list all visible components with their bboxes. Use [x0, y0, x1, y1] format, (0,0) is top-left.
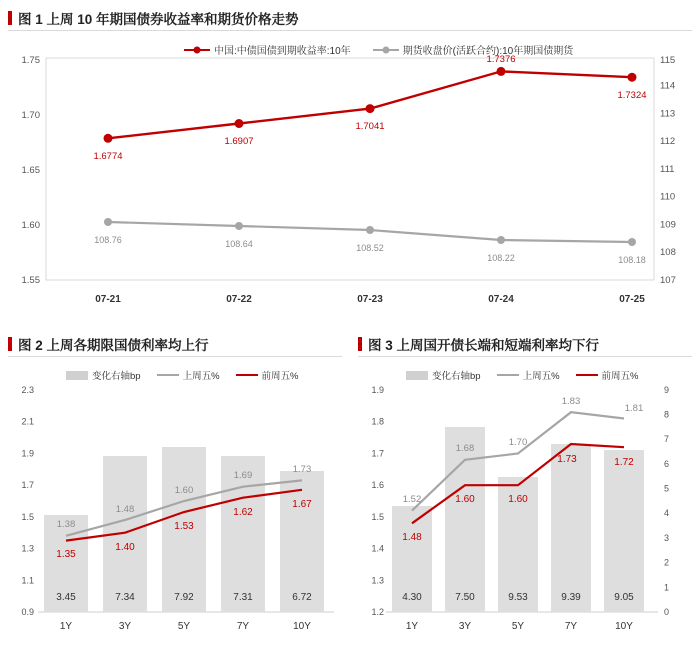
legend-label: 上周五% — [522, 371, 560, 382]
legend-line-gray — [157, 374, 179, 376]
svg-text:1.6907: 1.6907 — [224, 136, 254, 147]
svg-text:1.60: 1.60 — [174, 485, 194, 496]
svg-text:3.45: 3.45 — [56, 592, 76, 603]
svg-text:1.73: 1.73 — [557, 454, 577, 465]
legend-item-prior-week — [236, 368, 299, 382]
svg-text:7.50: 7.50 — [455, 592, 475, 603]
svg-text:9: 9 — [664, 385, 670, 395]
change-bp-labels — [56, 592, 312, 603]
x-axis-labels — [60, 621, 311, 632]
left-tick-label: 1.55 — [21, 275, 40, 286]
svg-text:5Y: 5Y — [177, 621, 191, 632]
svg-text:1.72: 1.72 — [614, 457, 634, 468]
figure-1-title — [8, 8, 299, 28]
svg-text:1.35: 1.35 — [56, 549, 76, 560]
figure-2-title-divider — [8, 356, 342, 357]
legend-item-futures-price — [373, 42, 574, 57]
svg-text:1.38: 1.38 — [56, 519, 76, 530]
svg-text:1.48: 1.48 — [115, 504, 135, 515]
svg-text:1.7041: 1.7041 — [355, 121, 385, 132]
svg-text:1.6774: 1.6774 — [93, 151, 123, 162]
svg-text:4.30: 4.30 — [402, 592, 422, 603]
right-axis-ticks — [660, 55, 676, 286]
right-tick-label: 111 — [660, 164, 675, 175]
svg-text:1.3: 1.3 — [21, 543, 34, 554]
svg-text:1.62: 1.62 — [233, 507, 253, 518]
svg-text:1.9: 1.9 — [371, 385, 384, 395]
svg-text:1.6: 1.6 — [371, 480, 384, 491]
svg-text:07-22: 07-22 — [226, 294, 252, 305]
svg-text:9.53: 9.53 — [508, 592, 528, 603]
change-bp-bars — [392, 427, 644, 612]
svg-text:1.7: 1.7 — [371, 448, 384, 459]
legend-label: 变化右轴bp — [432, 371, 481, 382]
legend-item-bond-yield — [184, 42, 351, 57]
left-axis-ticks — [21, 385, 34, 617]
figure-3-title-text: 图 3 上周国开债长端和短端利率均下行 — [368, 338, 600, 353]
svg-text:07-23: 07-23 — [357, 294, 383, 305]
svg-text:1.53: 1.53 — [174, 521, 194, 532]
right-tick-label: 107 — [660, 275, 676, 286]
legend-swatch-gray — [406, 371, 428, 380]
svg-text:108.52: 108.52 — [356, 243, 384, 253]
svg-text:7Y: 7Y — [564, 621, 578, 632]
legend-swatch-gray — [66, 371, 88, 380]
svg-text:0: 0 — [664, 607, 670, 617]
svg-text:1: 1 — [664, 582, 670, 593]
left-tick-label: 1.75 — [21, 55, 40, 66]
figure-1 — [8, 8, 692, 318]
legend-label: 前周五% — [601, 371, 639, 382]
svg-text:1.48: 1.48 — [402, 532, 422, 543]
svg-text:07-21: 07-21 — [95, 294, 121, 305]
svg-text:7.31: 7.31 — [233, 592, 253, 603]
svg-text:07-24: 07-24 — [488, 294, 514, 305]
figure-3-title — [358, 334, 599, 354]
left-axis-ticks — [371, 385, 384, 617]
svg-text:10Y: 10Y — [615, 621, 633, 632]
svg-text:1.8: 1.8 — [371, 416, 384, 427]
legend-item-last-week — [497, 368, 560, 382]
figure-3-plot — [358, 362, 692, 648]
svg-text:1.69: 1.69 — [233, 470, 253, 481]
svg-text:7: 7 — [664, 434, 670, 445]
x-axis-labels — [406, 621, 633, 632]
figure-1-legend — [184, 42, 573, 57]
figure-3-title-divider — [358, 356, 692, 357]
svg-text:1.60: 1.60 — [455, 494, 475, 505]
left-tick-label: 1.60 — [21, 220, 40, 231]
legend-label: 上周五% — [182, 371, 220, 382]
svg-text:108.22: 108.22 — [487, 253, 515, 263]
left-axis-ticks — [22, 55, 41, 286]
svg-text:1.68: 1.68 — [455, 443, 475, 454]
x-axis-labels — [95, 294, 645, 305]
figure-1-plot — [8, 36, 692, 314]
legend-line-gray — [497, 374, 519, 376]
svg-text:0.9: 0.9 — [21, 607, 34, 617]
svg-text:9.39: 9.39 — [561, 592, 581, 603]
legend-label: 期货收盘价(活跃合约):10年期国债期货 — [402, 46, 574, 57]
svg-text:07-25: 07-25 — [619, 294, 645, 305]
right-axis-ticks — [664, 385, 669, 617]
right-tick-label: 110 — [660, 191, 676, 203]
right-tick-label: 109 — [660, 219, 676, 231]
right-tick-label: 108 — [660, 247, 676, 259]
figure-2-plot — [8, 362, 342, 648]
svg-text:1.40: 1.40 — [115, 542, 135, 553]
figure-1-title-divider — [8, 30, 692, 31]
title-accent-bar — [358, 337, 362, 351]
legend-label: 中国:中债国债到期收益率:10年 — [214, 46, 351, 57]
legend-label: 变化右轴bp — [92, 371, 141, 382]
title-accent-bar — [8, 11, 12, 25]
svg-text:1.7376: 1.7376 — [486, 54, 516, 65]
svg-text:7.92: 7.92 — [174, 592, 194, 603]
svg-text:1.83: 1.83 — [561, 396, 581, 407]
svg-text:1.67: 1.67 — [292, 499, 312, 510]
legend-item-prior-week — [576, 368, 639, 382]
svg-text:1.7: 1.7 — [21, 480, 34, 491]
svg-text:1.5: 1.5 — [21, 511, 34, 522]
change-bp-labels — [402, 592, 634, 603]
legend-item-last-week — [157, 368, 220, 382]
title-accent-bar — [8, 337, 12, 351]
svg-text:1.70: 1.70 — [508, 437, 528, 448]
svg-text:7Y: 7Y — [236, 621, 250, 632]
svg-text:1.7324: 1.7324 — [617, 90, 647, 101]
svg-text:1Y: 1Y — [59, 621, 73, 632]
left-tick-label: 1.65 — [21, 165, 40, 176]
figure-3-legend — [406, 368, 638, 382]
svg-text:3Y: 3Y — [118, 621, 132, 632]
right-tick-label: 112 — [660, 136, 676, 148]
svg-text:108.76: 108.76 — [94, 235, 122, 245]
figure-2-title-text: 图 2 上周各期限国债利率均上行 — [18, 338, 209, 353]
svg-text:1.2: 1.2 — [371, 607, 384, 617]
svg-text:3Y: 3Y — [458, 621, 472, 632]
legend-line-marker-red — [184, 49, 210, 51]
svg-text:1.52: 1.52 — [402, 494, 422, 505]
legend-line-red — [576, 374, 598, 376]
svg-text:5: 5 — [664, 483, 670, 494]
svg-text:1.9: 1.9 — [21, 448, 34, 459]
plot-frame — [46, 58, 654, 280]
figure-2-svg — [8, 362, 342, 648]
svg-text:1.81: 1.81 — [624, 403, 644, 414]
figure-2-legend — [66, 368, 298, 382]
svg-text:2.3: 2.3 — [21, 385, 34, 395]
svg-text:1.4: 1.4 — [371, 543, 384, 554]
svg-text:108.18: 108.18 — [618, 255, 646, 265]
svg-text:10Y: 10Y — [293, 621, 311, 632]
left-tick-label: 1.70 — [21, 110, 40, 121]
figure-1-title-text: 图 1 上周 10 年期国债券收益率和期货价格走势 — [18, 12, 299, 27]
legend-line-red — [236, 374, 258, 376]
svg-text:1.73: 1.73 — [292, 464, 312, 475]
right-tick-label: 115 — [660, 55, 676, 66]
svg-text:1.5: 1.5 — [371, 511, 384, 522]
svg-text:7.34: 7.34 — [115, 592, 135, 603]
svg-text:6: 6 — [664, 458, 670, 469]
svg-text:1.3: 1.3 — [371, 575, 384, 586]
figure-1-svg — [8, 36, 692, 314]
right-tick-label: 114 — [660, 80, 676, 92]
svg-text:9.05: 9.05 — [614, 592, 634, 603]
legend-label: 前周五% — [261, 371, 299, 382]
legend-item-change-bp — [406, 368, 481, 382]
figure-3-svg — [358, 362, 692, 648]
svg-text:2: 2 — [664, 557, 670, 568]
right-tick-label: 113 — [660, 108, 676, 120]
svg-text:108.64: 108.64 — [225, 239, 253, 249]
figure-3 — [358, 334, 692, 648]
figure-2-title — [8, 334, 209, 354]
svg-text:2.1: 2.1 — [21, 416, 34, 427]
svg-text:4: 4 — [664, 508, 670, 519]
figure-2 — [8, 334, 342, 648]
svg-text:1.1: 1.1 — [21, 575, 34, 586]
svg-text:6.72: 6.72 — [292, 592, 312, 603]
svg-text:1Y: 1Y — [405, 621, 419, 632]
legend-item-change-bp — [66, 368, 141, 382]
svg-text:8: 8 — [664, 409, 670, 420]
legend-line-marker-gray — [373, 49, 399, 51]
svg-text:1.60: 1.60 — [508, 494, 528, 505]
svg-text:5Y: 5Y — [511, 621, 525, 632]
svg-text:3: 3 — [664, 532, 670, 543]
